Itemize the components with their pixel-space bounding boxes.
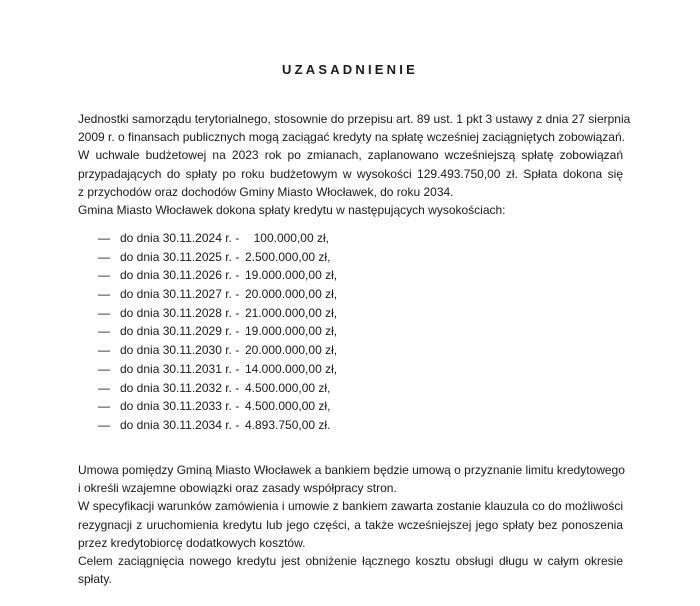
list-dash: — [98, 287, 110, 302]
installment-item [98, 360, 338, 379]
list-dash: — [98, 399, 110, 414]
list-dash: — [98, 343, 110, 358]
installment-date: do dnia 30.11.2029 r. - [120, 324, 240, 339]
closing-line: przez kredytobiorcę dodatkowych kosztów. [78, 535, 306, 550]
list-dash: — [98, 231, 110, 245]
closing-line: i określi wzajemne obowiązki oraz zasady współpracy stron. [78, 481, 397, 496]
installment-item [98, 248, 329, 267]
intro-line: z przychodów oraz dochodów Gminy Miasto Włocławek, do roku 2034. [78, 184, 454, 199]
installment-item [98, 285, 338, 304]
document-title: UZASADNIENIE [282, 62, 418, 77]
closing-paragraph [78, 461, 623, 588]
installment-amount: 19.000.000,00 zł, [245, 324, 338, 339]
installment-amount: 19.000.000,00 zł, [245, 268, 338, 283]
installment-date: do dnia 30.11.2025 r. - [120, 249, 240, 264]
intro-paragraph [78, 110, 631, 219]
installment-amount: 2.500.000,00 zł, [245, 249, 331, 264]
intro-line: Jednostki samorządu terytorialnego, stosownie do przepisu art. 89 ust. 1 pkt 3 ustawy z dnia 27 sierpnia [78, 112, 631, 126]
installment-item [98, 341, 338, 360]
list-dash: — [98, 417, 110, 432]
installment-date: do dnia 30.11.2024 r. - [120, 231, 240, 245]
installment-item [98, 229, 329, 248]
installment-date: do dnia 30.11.2031 r. - [120, 361, 240, 376]
installment-amount: 20.000.000,00 zł, [245, 343, 338, 358]
installment-amount: 100.000,00 zł, [253, 231, 329, 245]
installment-date: do dnia 30.11.2033 r. - [120, 399, 240, 414]
installment-amount: 4.500.000,00 zł, [245, 399, 331, 414]
installment-date: do dnia 30.11.2027 r. - [120, 287, 240, 302]
installment-item [98, 416, 329, 435]
intro-line: Gmina Miasto Włocławek dokona spłaty kredytu w następujących wysokościach: [78, 203, 506, 218]
installment-date: do dnia 30.11.2034 r. - [120, 417, 240, 432]
intro-line: W uchwale budżetowej na 2023 rok po zmianach, zaplanowano wcześniejszą spłatę zobowiązań [78, 148, 623, 163]
installment-item [98, 266, 338, 285]
installment-item [98, 379, 329, 398]
closing-line: Celem zaciągnięcia nowego kredytu jest obniżenie łącznego kosztu obsługi długu w całym okresie [78, 554, 623, 569]
installment-date: do dnia 30.11.2032 r. - [120, 380, 240, 395]
installment-item [98, 304, 338, 323]
closing-line: Umowa pomiędzy Gminą Miasto Włocławek a bankiem będzie umową o przyznanie limitu kredytowego [78, 463, 625, 477]
list-dash: — [98, 380, 110, 395]
installment-date: do dnia 30.11.2030 r. - [120, 343, 240, 358]
installment-amount: 21.000.000,00 zł, [245, 305, 338, 320]
closing-line: spłaty. [78, 572, 112, 587]
intro-line: 2009 r. o finansach publicznych mogą zaciągać kredyty na spłatę wcześniej zaciągniętych zobowiązań. [78, 130, 625, 145]
list-dash: — [98, 249, 110, 264]
installment-amount: 4.500.000,00 zł, [245, 380, 331, 395]
list-dash: — [98, 305, 110, 320]
installment-item [98, 322, 338, 341]
installment-amount: 4.893.750,00 zł. [245, 417, 331, 432]
closing-line: W specyfikacji warunków zamówienia i umowie z bankiem zawarta zostanie klauzula co do możliwości [78, 499, 623, 514]
installment-item [98, 397, 329, 416]
list-dash: — [98, 324, 110, 339]
list-dash: — [98, 268, 110, 283]
installment-list [98, 229, 338, 435]
intro-line: przypadających do spłaty po roku budżetowym w wysokości 129.493.750,00 zł. Spłata dokona się [78, 166, 623, 181]
list-dash: — [98, 361, 110, 376]
installment-date: do dnia 30.11.2028 r. - [120, 305, 240, 320]
installment-amount: 20.000.000,00 zł, [245, 287, 338, 302]
installment-date: do dnia 30.11.2026 r. - [120, 268, 240, 283]
installment-amount: 14.000.000,00 zł, [245, 361, 338, 376]
closing-line: rezygnacji z uruchomienia kredytu lub jego części, a także wcześniejszej jego spłaty bez ponoszenia [78, 517, 623, 532]
